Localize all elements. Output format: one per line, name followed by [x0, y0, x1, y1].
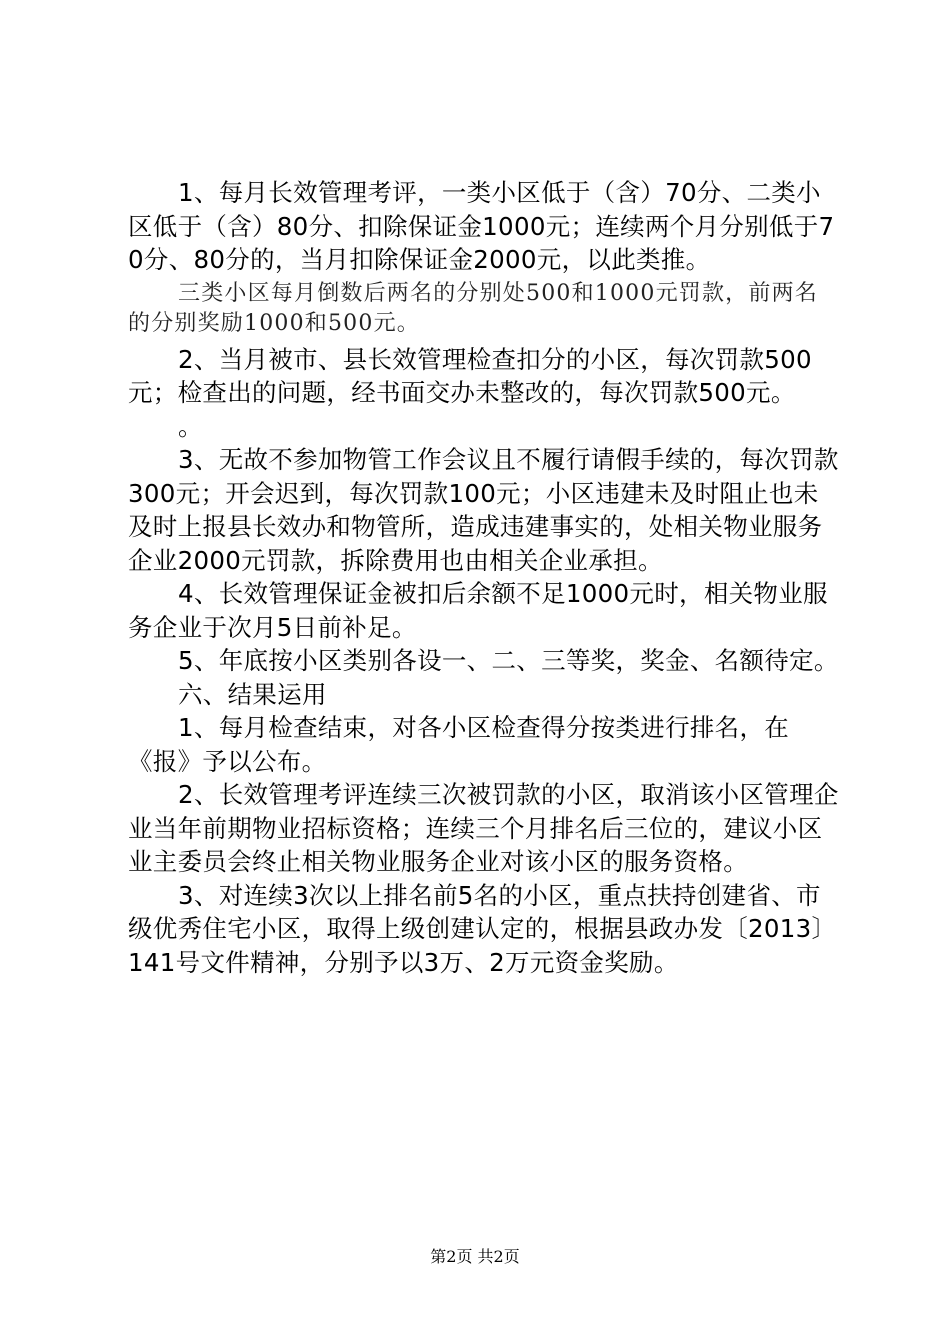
paragraph-stray-mark: 。 [178, 411, 203, 441]
paragraph-deposit-replenish: 4、长效管理保证金被扣后余额不足1000元时，相关物业服务企业于次月5日前补足。 [128, 579, 828, 642]
paragraph-year-end-awards: 5、年底按小区类别各设一、二、三等奖，奖金、名额待定。 [178, 646, 839, 675]
document-body [128, 176, 840, 979]
paragraph-deposit-deduction: 1、每月长效管理考评，一类小区低于（含）70分、二类小区低于（含）80分、扣除保证金1000元；连续两个月分别低于70分、80分的，当月扣除保证金2000元，以此类推。 [128, 178, 835, 274]
paragraph-meeting-penalty: 3、无故不参加物管工作会议且不履行请假手续的，每次罚款300元；开会迟到，每次罚款100元；小区违建未及时阻止也未及时上报县长效办和物管所，造成违建事实的，处相关物业服务企业2000元罚款，拆除费用也由相关企业承担。 [128, 445, 839, 575]
section-heading-results: 六、结果运用 [178, 679, 327, 709]
paragraph-funding-award: 3、对连续3次以上排名前5名的小区，重点扶持创建省、市级优秀住宅小区，取得上级创建认定的，根据县政办发〔2013〕141号文件精神，分别予以3万、2万元资金奖励。 [128, 880, 837, 977]
page-footer: 第2页 共2页 [430, 1247, 520, 1266]
paragraph-bidding-disqualification: 2、长效管理考评连续三次被罚款的小区，取消该小区管理企业当年前期物业招标资格；连续三个月排名后三位的，建议小区业主委员会终止相关物业服务企业对该小区的服务资格。 [128, 780, 839, 876]
paragraph-class-three-ranking: 三类小区每月倒数后两名的分别处500和1000元罚款，前两名的分别奖励1000和500元。 [128, 280, 818, 336]
paragraph-monthly-ranking: 1、每月检查结束，对各小区检查得分按类进行排名，在《报》予以公布。 [128, 713, 790, 776]
paragraph-inspection-penalty: 2、当月被市、县长效管理检查扣分的小区，每次罚款500元；检查出的问题，经书面交办未整改的，每次罚款500元。 [128, 344, 812, 407]
